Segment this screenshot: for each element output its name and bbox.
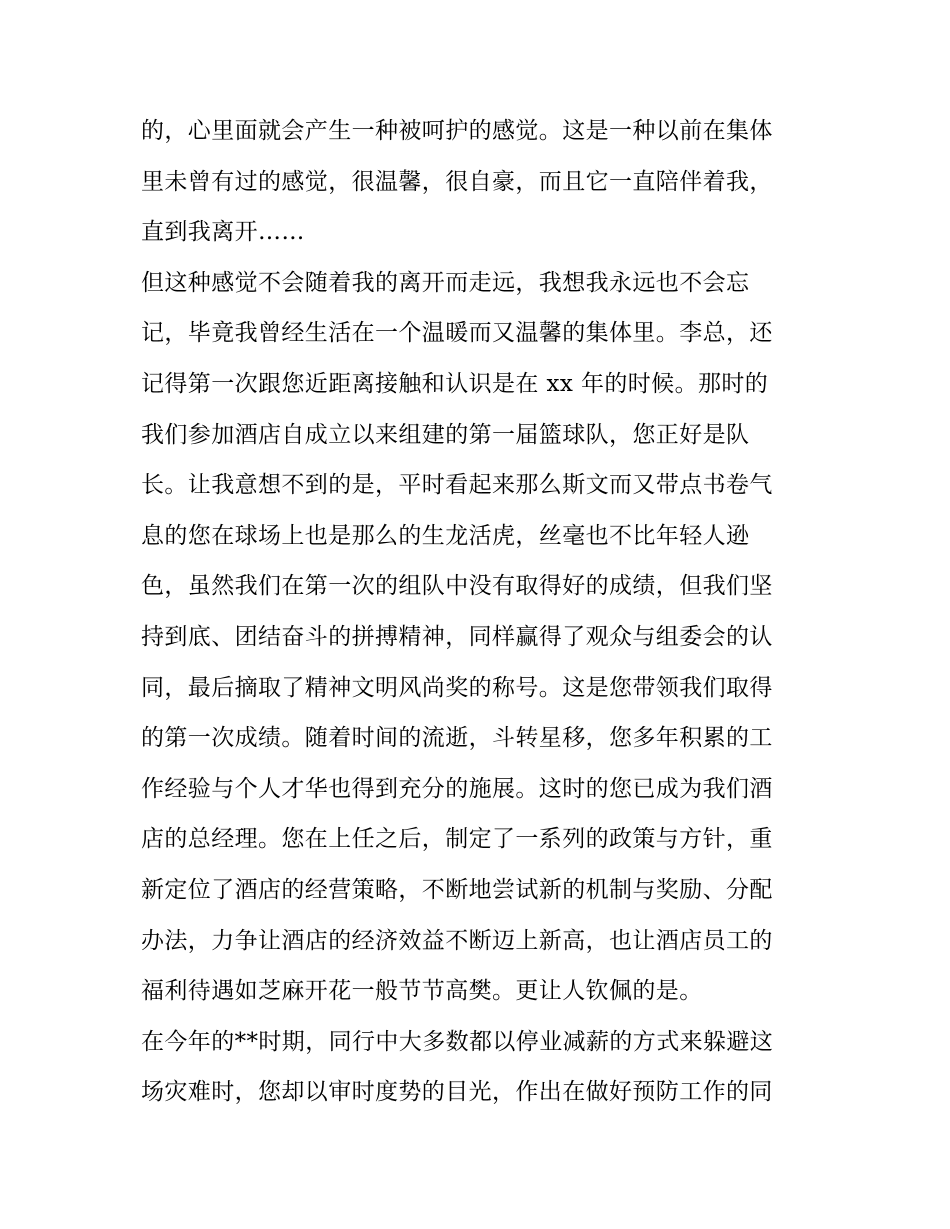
document-body bbox=[141, 106, 813, 1118]
text-line: 店的总经理。您在上任之后，制定了一系列的政策与方针，重 bbox=[141, 826, 773, 853]
text-line: 长。让我意想不到的是，平时看起来那么斯文而又带点书卷气 bbox=[141, 472, 773, 499]
text-line: 但这种感觉不会随着我的离开而走远，我想我永远也不会忘 bbox=[141, 269, 750, 296]
text-line: 记，毕竟我曾经生活在一个温暖而又温馨的集体里。李总，还 bbox=[141, 320, 773, 347]
text-line: 办法，力争让酒店的经济效益不断迈上新高，也让酒店员工的 bbox=[141, 927, 773, 954]
text-line: 息的您在球场上也是那么的生龙活虎，丝毫也不比年轻人逊 bbox=[141, 522, 750, 549]
text-line: 我们参加酒店自成立以来组建的第一届篮球队，您正好是队 bbox=[141, 421, 750, 448]
text-line: 色，虽然我们在第一次的组队中没有取得好的成绩，但我们坚 bbox=[141, 573, 773, 600]
text-line: 里未曾有过的感觉，很温馨，很自豪，而且它一直陪伴着我， bbox=[141, 168, 773, 195]
text-line: 的第一次成绩。随着时间的流逝，斗转星移，您多年积累的工 bbox=[141, 725, 773, 752]
text-line: 福利待遇如芝麻开花一般节节高樊。更让人钦佩的是。 bbox=[141, 978, 703, 1005]
text-line: 的，心里面就会产生一种被呵护的感觉。这是一种以前在集体 bbox=[141, 118, 773, 144]
text-line: 在今年的**时期，同行中大多数都以停业减薪的方式来躲避这 bbox=[141, 1028, 774, 1055]
text-line: 场灾难时，您却以审时度势的目光，作出在做好预防工作的同 bbox=[141, 1079, 773, 1106]
text-line: 同，最后摘取了精神文明风尚奖的称号。这是您带领我们取得 bbox=[141, 674, 773, 701]
text-line: 作经验与个人才华也得到充分的施展。这时的您已成为我们酒 bbox=[141, 775, 773, 802]
text-line: 新定位了酒店的经营策略，不断地尝试新的机制与奖励、分配 bbox=[141, 876, 773, 903]
text-line: 直到我离开…… bbox=[141, 219, 305, 246]
text-line: 持到底、团结奋斗的拼搏精神，同样赢得了观众与组委会的认 bbox=[141, 623, 773, 650]
text-line: 记得第一次跟您近距离接触和认识是在 xx 年的时候。那时的 bbox=[141, 370, 769, 397]
